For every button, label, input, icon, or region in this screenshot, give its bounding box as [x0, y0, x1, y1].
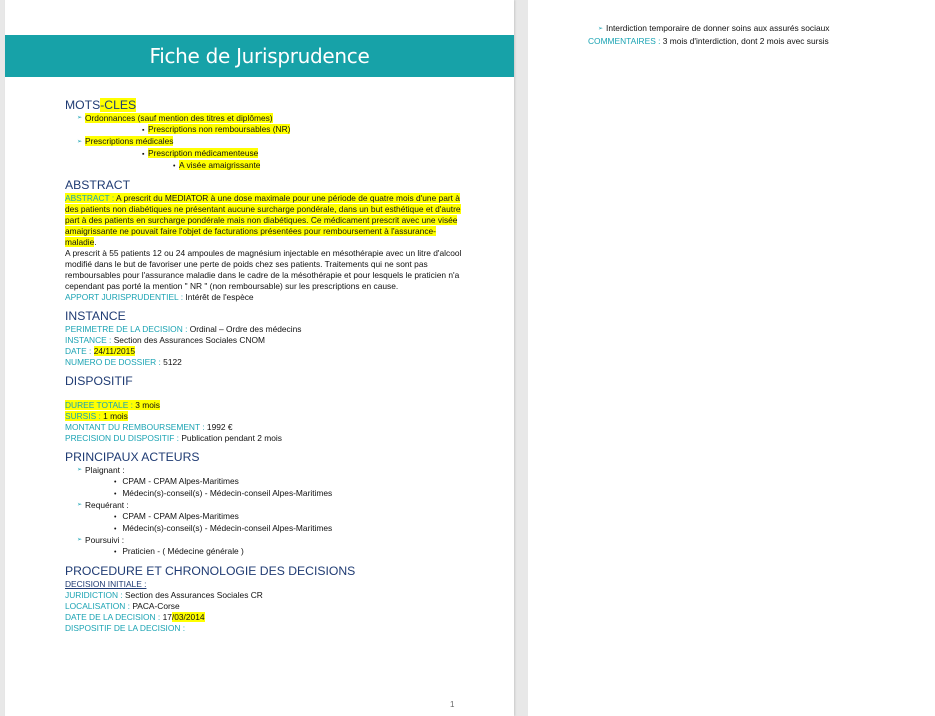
commentaires-value: 3 mois d'interdiction, dont 2 mois avec sursis	[660, 35, 829, 46]
acteur-item	[65, 511, 465, 523]
dispositif-decision-row	[65, 623, 465, 634]
apport-value: Intérêt de l'espèce	[183, 291, 254, 302]
sursis-row	[65, 411, 465, 422]
dot-bullet-icon: •	[114, 490, 117, 498]
abstract-paragraph	[65, 193, 465, 248]
acteur-group	[65, 500, 465, 511]
instance-value: Section des Assurances Sociales CNOM	[111, 334, 265, 345]
date-value: 24/11/2015	[93, 345, 135, 356]
acteur-group	[65, 535, 465, 546]
keyword-text: Prescription médicamenteuse	[148, 147, 259, 158]
perimetre-label: PERIMETRE DE LA DECISION :	[65, 323, 188, 334]
abstract-plain-paragraph: A prescrit à 55 patients 12 ou 24 ampoules de magnésium injectable en mésothérapie avec un litre d'alcool modifié dans le but de favoriser une perte de poids chez ses patients. Traitements qui ne sont pas remboursables pour l'assurance maladie dans le cadre de la mésothérapie et pour lesquels le praticien n'a cependant pas porté la mention " NR " (non remboursable) sur les prescriptions en cause.	[65, 247, 462, 291]
perimetre-value: Ordinal – Ordre des médecins	[187, 323, 302, 334]
precision-label: PRECISION DU DISPOSITIF :	[65, 432, 180, 443]
square-bullet-icon: ▪	[142, 150, 145, 158]
document-page-1	[5, 0, 514, 716]
localisation-value: PACA-Corse	[130, 601, 180, 612]
arrow-bullet-icon: ➢	[77, 115, 83, 122]
acteur-group	[65, 465, 465, 476]
arrow-bullet-icon: ➢	[77, 502, 83, 509]
duree-row	[65, 400, 465, 411]
dot-bullet-icon: •	[114, 549, 117, 557]
juridiction-label: JURIDICTION :	[65, 590, 123, 601]
arrow-bullet-icon: ➢	[77, 138, 83, 145]
abstract-label: ABSTRACT :	[65, 192, 115, 203]
decision-date-rest: /03/2014	[171, 612, 205, 623]
dot-bullet-icon: •	[114, 526, 117, 534]
arrow-bullet-icon: ➢	[77, 466, 83, 473]
page-number: 1	[450, 700, 455, 709]
abstract-heading: ABSTRACT	[65, 177, 131, 192]
acteur-text: CPAM - CPAM Alpes-Maritimes	[122, 475, 239, 486]
apport-row	[65, 292, 465, 303]
dossier-value: 5122	[160, 356, 182, 367]
page-2-content	[588, 22, 829, 47]
dot-bullet-icon: •	[173, 162, 176, 170]
instance-label: INSTANCE :	[65, 334, 112, 345]
dispositif-decision-label: DISPOSITIF DE LA DECISION :	[65, 623, 186, 634]
duree-value: 3 mois	[132, 399, 160, 410]
plaignant-label: Plaignant :	[85, 464, 125, 475]
juridiction-row	[65, 590, 465, 601]
arrow-bullet-icon: ➢	[598, 25, 604, 32]
motscles-heading-a: MOTS	[65, 98, 101, 112]
acteur-text: Médecin(s)-conseil(s) - Médecin-conseil Alpes-Maritimes	[122, 523, 333, 534]
procedure-heading: PROCEDURE ET CHRONOLOGIE DES DECISIONS	[65, 564, 356, 579]
decision-initiale-label: DECISION INITIALE :	[65, 579, 147, 590]
sanction-text: Interdiction temporaire de donner soins aux assurés sociaux	[606, 23, 830, 33]
acteur-item	[65, 523, 465, 535]
montant-row	[65, 422, 465, 433]
keyword-item	[65, 160, 465, 172]
instance-row	[65, 335, 465, 346]
acteur-item	[65, 476, 465, 488]
dot-bullet-icon: •	[114, 514, 117, 522]
decision-date-row	[65, 612, 465, 623]
acteur-text: Praticien - ( Médecine générale )	[122, 546, 244, 557]
montant-value: 1992 €	[204, 421, 233, 432]
dot-bullet-icon: •	[114, 478, 117, 486]
commentaires-label: COMMENTAIRES :	[588, 35, 661, 46]
keyword-text: Prescriptions non remboursables (NR)	[148, 124, 291, 135]
abstract-highlighted-text: A prescrit du MEDIATOR à une dose maximale pour une période de quatre mois d'une part à des patients non diabétiques ne présentant aucune surcharge pondérale, dans un but esthétique et d'autre part à des patients en surcharge pondérale mais non diabétiques. Ce médicament prescrit avec une visée amaigrissante ne pouvait faire l'objet de facturations présentées pour remboursement à l'assurance-maladie	[65, 192, 461, 247]
keyword-item	[65, 124, 465, 136]
poursuivi-label: Poursuivi :	[85, 535, 125, 546]
acteurs-heading: PRINCIPAUX ACTEURS	[65, 449, 200, 464]
precision-row	[65, 433, 465, 444]
perimetre-row	[65, 324, 465, 335]
abstract-end: .	[94, 236, 97, 247]
sursis-value: 1 mois	[100, 410, 128, 421]
localisation-label: LOCALISATION :	[65, 601, 130, 612]
keyword-text: Ordonnances (sauf mention des titres et diplômes)	[85, 113, 273, 123]
dispositif-heading: DISPOSITIF	[65, 373, 133, 388]
dossier-label: NUMERO DE DOSSIER :	[65, 356, 161, 367]
acteur-item	[65, 488, 465, 500]
precision-value: Publication pendant 2 mois	[179, 432, 282, 443]
localisation-row	[65, 601, 465, 612]
page-1-content	[65, 98, 465, 634]
motscles-heading	[65, 98, 465, 113]
requerant-label: Requérant :	[85, 499, 129, 510]
decision-date-label: DATE DE LA DECISION :	[65, 612, 161, 623]
commentaires-row	[588, 35, 829, 47]
keyword-item	[65, 113, 465, 124]
keyword-item	[65, 136, 465, 147]
juridiction-value: Section des Assurances Sociales CR	[122, 590, 263, 601]
montant-label: MONTANT DU REMBOURSEMENT :	[65, 421, 205, 432]
instance-heading: INSTANCE	[65, 308, 126, 323]
document-page-2	[528, 0, 935, 716]
sursis-label: SURSIS :	[65, 410, 101, 421]
apport-label: APPORT JURISPRUDENTIEL :	[65, 291, 184, 302]
date-row	[65, 346, 465, 357]
square-bullet-icon: ▪	[142, 127, 145, 135]
document-title-banner: Fiche de Jurisprudence	[5, 35, 514, 77]
acteur-text: Médecin(s)-conseil(s) - Médecin-conseil Alpes-Maritimes	[122, 487, 333, 498]
arrow-bullet-icon: ➢	[77, 537, 83, 544]
acteur-item	[65, 546, 465, 558]
acteur-text: CPAM - CPAM Alpes-Maritimes	[122, 511, 239, 522]
sanction-item	[588, 22, 829, 35]
date-label: DATE :	[65, 345, 92, 356]
duree-label: DUREE TOTALE :	[65, 399, 133, 410]
motscles-heading-b: -CLES	[100, 98, 137, 112]
keyword-item	[65, 148, 465, 160]
keyword-text: A visée amaigrissante	[179, 159, 261, 170]
decision-date-day: 17	[160, 612, 172, 623]
dossier-row	[65, 357, 465, 368]
keyword-text: Prescriptions médicales	[85, 136, 174, 147]
